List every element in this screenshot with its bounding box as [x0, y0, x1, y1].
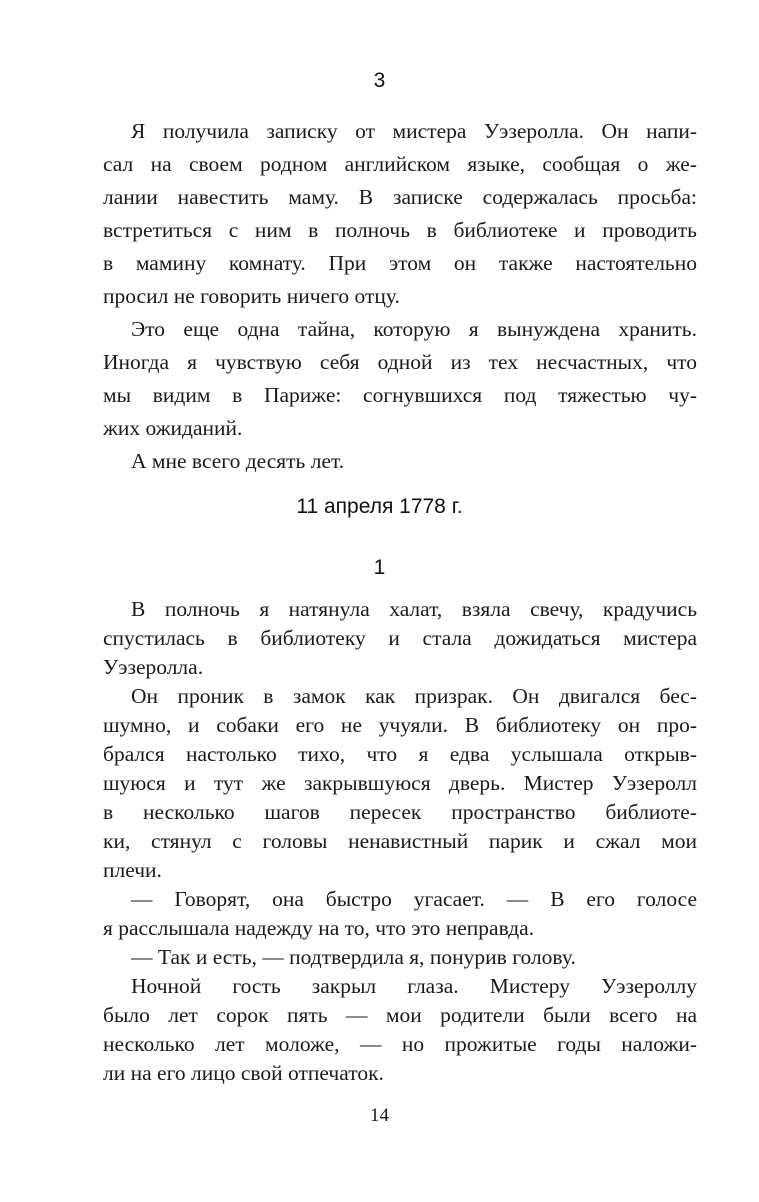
text-line: я расслышала надежду на то, что это неправда.: [103, 916, 535, 940]
text-line: — Так и есть, — подтвердила я, понурив голову.: [131, 945, 576, 969]
chapter-number-3: 3: [373, 69, 386, 92]
text-line: Уэзеролла.: [103, 655, 204, 679]
text-line: жих ожиданий.: [103, 416, 243, 440]
text-line: мы видим в Париже: согнувшихся под тяжестью чу-: [103, 383, 697, 407]
text-line: сал на своем родном английском языке, сообщая о же-: [103, 152, 697, 176]
text-line: шумно, и собаки его не учуяли. В библиотеку он про-: [103, 713, 697, 737]
text-line: шуюся и тут же закрывшуюся дверь. Мистер Уэзеролл: [103, 771, 697, 795]
text-line: Это еще одна тайна, которую я вынуждена хранить.: [131, 317, 697, 341]
section-2-text: [103, 595, 697, 1088]
text-line: В полночь я натянула халат, взяла свечу, крадучись: [131, 597, 697, 621]
text-line: Ночной гость закрыл глаза. Мистеру Уэзероллу: [131, 974, 697, 998]
date-heading: 11 апреля 1778 г.: [296, 495, 463, 518]
text-line: в несколько шагов пересек пространство библиоте-: [103, 800, 697, 824]
text-line: несколько лет моложе, — но прожитые годы наложи-: [103, 1032, 697, 1056]
text-line: ли на его лицо свой отпечаток.: [103, 1061, 384, 1085]
text-line: ки, стянул с головы ненавистный парик и сжал мои: [103, 829, 697, 853]
text-line: Иногда я чувствую себя одной из тех несчастных, что: [103, 350, 697, 374]
text-line: Он проник в замок как призрак. Он двигался бес-: [131, 684, 697, 708]
chapter-number-1: 1: [373, 556, 386, 579]
text-line: — Говорят, она быстро угасает. — В его голосе: [131, 887, 697, 911]
text-line: брался настолько тихо, что я едва услышала открыв-: [103, 742, 697, 766]
text-line: спустилась в библиотеку и стала дожидаться мистера: [103, 626, 697, 650]
text-line: плечи.: [103, 858, 162, 882]
page-number: 14: [370, 1105, 389, 1126]
text-line: в мамину комнату. При этом он также настоятельно: [103, 251, 697, 275]
text-line: было лет сорок пять — мои родители были всего на: [103, 1003, 697, 1027]
text-line: лании навестить маму. В записке содержалась просьба:: [103, 185, 697, 209]
text-line: Я получила записку от мистера Уэзеролла. Он напи-: [131, 119, 697, 143]
text-line: А мне всего десять лет.: [131, 449, 345, 473]
text-line: встретиться с ним в полночь в библиотеке и проводить: [103, 218, 697, 242]
section-1-text: [103, 115, 697, 478]
text-line: просил не говорить ничего отцу.: [103, 284, 400, 308]
